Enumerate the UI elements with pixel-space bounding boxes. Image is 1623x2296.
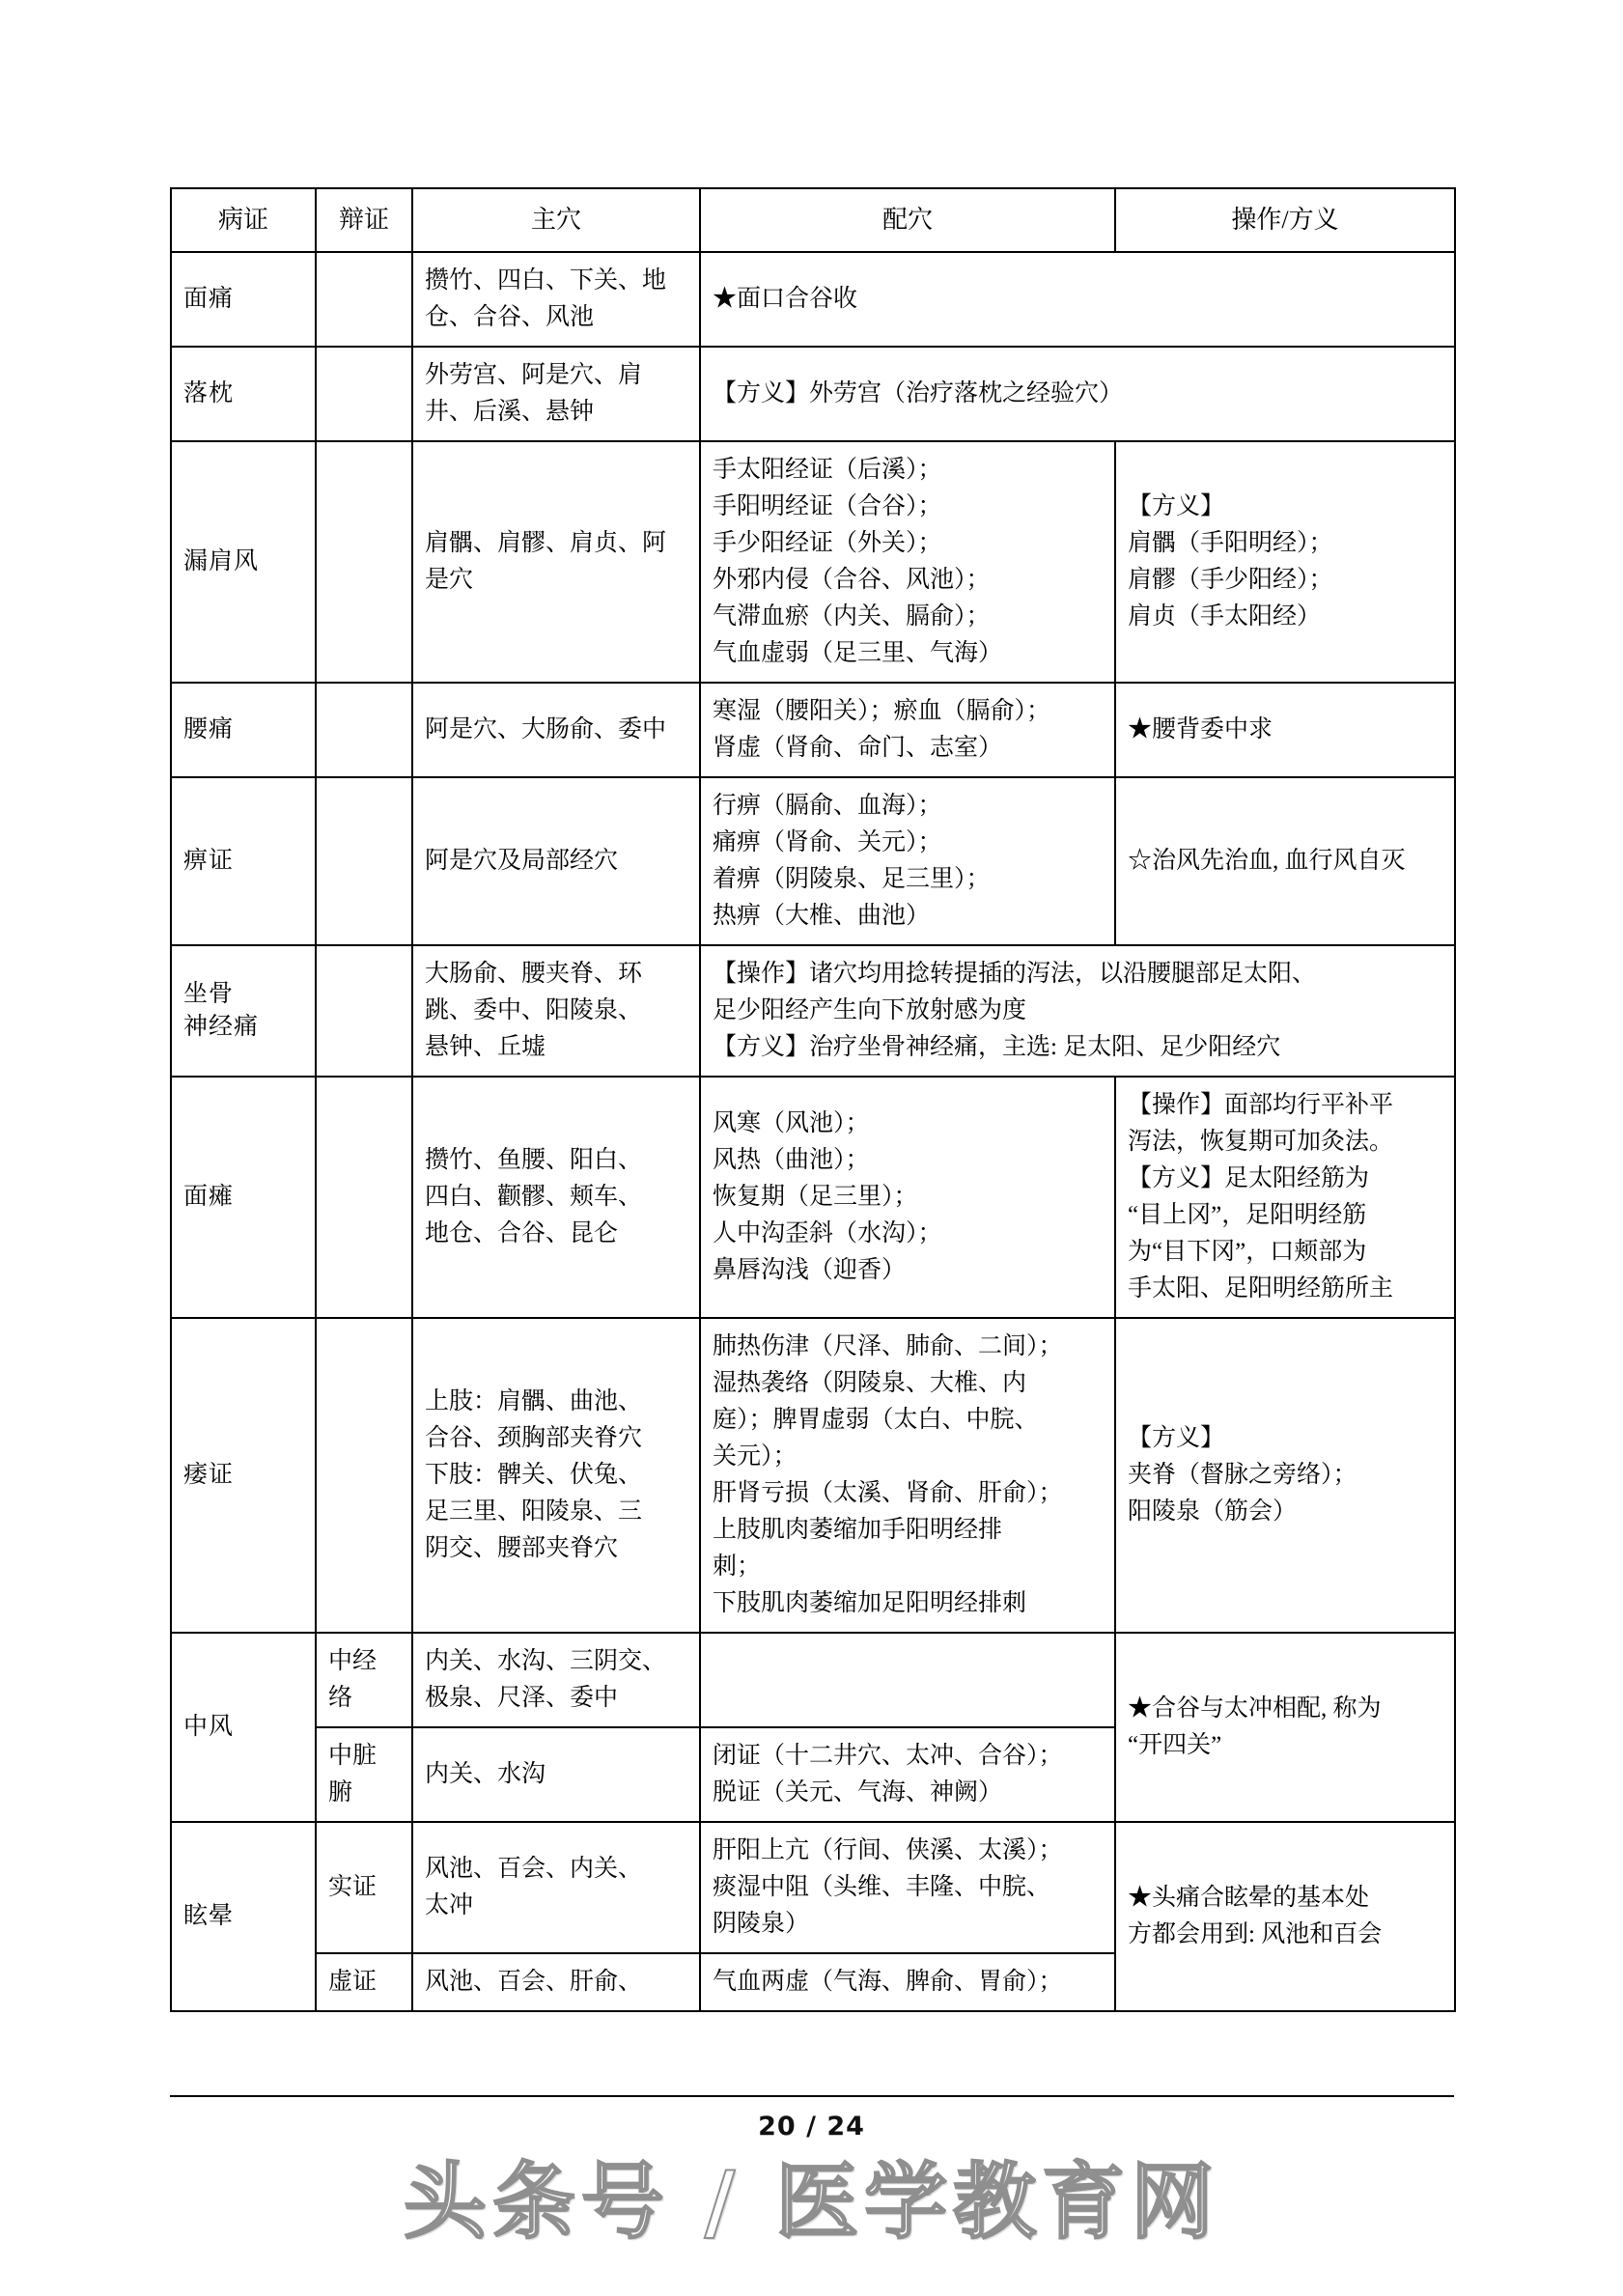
pei-line: 肝阳上亢（行间、侠溪、太溪）；	[713, 1836, 1063, 1863]
supplementary-points-cell	[700, 683, 1115, 777]
page-number: 20 / 24	[758, 2112, 865, 2142]
supplementary-points-cell	[700, 1077, 1115, 1318]
table-row	[171, 1822, 1455, 1953]
zhu-line: 大肠俞、腰夹脊、环	[425, 960, 643, 987]
pei-line: 脱证（关元、气海、神阙）	[713, 1778, 1003, 1806]
disease-name: 眩晕	[171, 1822, 316, 2011]
syndrome-name	[316, 1318, 412, 1633]
cao-line: 【方义】	[1128, 1424, 1225, 1451]
zhu-line: 跳、委中、阳陵泉、	[425, 996, 643, 1023]
cao-line: 方都会用到: 风池和百会	[1128, 1920, 1383, 1947]
operation-meaning-cell	[1115, 1633, 1455, 1822]
cao-line: 为“目下冈”，口颊部为	[1128, 1238, 1367, 1265]
pei-line: 痰湿中阻（头维、丰隆、中脘、	[713, 1873, 1051, 1900]
zhu-line: 攒竹、鱼腰、阳白、	[425, 1146, 643, 1173]
disease-name: 面瘫	[171, 1077, 316, 1318]
zhu-line: 太冲	[425, 1891, 474, 1918]
pei-line: 恢复期（足三里）；	[713, 1183, 918, 1210]
syndrome-line: 腑	[328, 1778, 353, 1806]
table-row	[171, 683, 1455, 777]
header-cell-operation-meaning: 操作/方义	[1115, 188, 1455, 252]
cao-line: 肩贞（手太阳经）	[1128, 602, 1322, 630]
pei-line: 手阳明经证（合谷）；	[713, 492, 942, 519]
header-cell-syndrome: 辩证	[316, 188, 412, 252]
operation-meaning-cell	[1115, 441, 1455, 683]
pei-line: 气滞血瘀（内关、膈俞）；	[713, 602, 991, 630]
main-points-cell	[412, 1077, 700, 1318]
pei-line: 热痹（大椎、曲池）	[713, 902, 931, 929]
span-line: 【方义】治疗坐骨神经痛，主选: 足太阳、足少阳经穴	[713, 1033, 1281, 1060]
pei-line: 肺热伤津（尺泽、肺俞、二间）；	[713, 1332, 1063, 1359]
table-row	[171, 1633, 1455, 1727]
disease-name-line: 神经痛	[183, 1013, 260, 1040]
pei-line: 关元）；	[713, 1442, 798, 1470]
pei-line: 阴陵泉）	[713, 1910, 810, 1937]
watermark-text: 头条号 / 医学教育网	[403, 2154, 1220, 2251]
disease-name: 痿证	[171, 1318, 316, 1633]
main-points-cell: 肩髃、肩髎、肩贞、阿是穴	[412, 441, 700, 683]
operation-meaning-cell	[700, 945, 1455, 1077]
cao-line: 肩髎（手少阳经）；	[1128, 566, 1333, 593]
main-points-cell	[412, 1953, 700, 2011]
operation-meaning-cell	[1115, 1822, 1455, 2011]
table-row	[171, 1318, 1455, 1633]
main-points-cell	[412, 1318, 700, 1633]
supplementary-points-cell	[700, 1727, 1115, 1822]
syndrome-line: 络	[328, 1684, 353, 1711]
main-points-cell: 攒竹、四白、下关、地仓、合谷、风池	[412, 252, 700, 347]
syndrome-name	[316, 1633, 412, 1727]
disease-name: 中风	[171, 1633, 316, 1822]
pei-line: 肾虚（肾俞、命门、志室）	[713, 734, 1003, 761]
cao-line: 泻法，恢复期可加灸法。	[1128, 1128, 1394, 1155]
acupuncture-prescription-table	[170, 187, 1456, 2012]
syndrome-name	[316, 1727, 412, 1822]
zhu-line: 悬钟、丘墟	[425, 1033, 546, 1060]
zhu-line: 内关、水沟	[425, 1760, 546, 1787]
main-points-cell: 阿是穴、大肠俞、委中	[412, 683, 700, 777]
table-row	[171, 777, 1455, 945]
supplementary-points-cell	[700, 1822, 1115, 1953]
table-row	[171, 441, 1455, 683]
main-points-cell	[412, 945, 700, 1077]
syndrome-line: 虚证	[328, 1968, 378, 1995]
main-points-cell: 外劳宫、阿是穴、肩井、后溪、悬钟	[412, 347, 700, 441]
supplementary-points-cell	[700, 777, 1115, 945]
syndrome-line: 中脏	[328, 1742, 378, 1769]
cao-line: “目上冈”，足阳明经筋	[1128, 1201, 1367, 1228]
cao-line: 【操作】面部均行平补平	[1128, 1091, 1394, 1118]
cao-line: ★合谷与太冲相配, 称为	[1128, 1694, 1382, 1722]
cao-line: “开四关”	[1128, 1731, 1222, 1758]
disease-name: 落枕	[171, 347, 316, 441]
pei-line: 庭）；脾胃虚弱（太白、中脘、	[713, 1406, 1039, 1433]
zhu-line: 阴交、腰部夹脊穴	[425, 1534, 619, 1561]
pei-line: 肝肾亏损（太溪、肾俞、肝俞）；	[713, 1479, 1063, 1506]
cao-line: 肩髃（手阳明经）；	[1128, 529, 1333, 556]
zhu-line: 下肢：髀关、伏兔、	[425, 1461, 643, 1488]
cao-line: ★腰背委中求	[1128, 715, 1273, 742]
footer-divider	[170, 2095, 1454, 2097]
pei-line: 着痹（阴陵泉、足三里）；	[713, 865, 991, 892]
disease-name: 面痛	[171, 252, 316, 347]
zhu-line: 地仓、合谷、昆仑	[425, 1219, 619, 1246]
pei-line: 下肢肌肉萎缩加足阳明经排刺	[713, 1589, 1027, 1616]
header-cell-disease: 病证	[171, 188, 316, 252]
zhu-line: 风池、百会、内关、	[425, 1855, 643, 1882]
disease-name: 腰痛	[171, 683, 316, 777]
table-header-row	[171, 188, 1455, 252]
syndrome-line: 中经	[328, 1647, 378, 1674]
operation-meaning-cell	[1115, 1077, 1455, 1318]
table-row	[171, 945, 1455, 1077]
pei-line: 外邪内侵（合谷、风池）；	[713, 566, 991, 593]
syndrome-name	[316, 683, 412, 777]
table-row	[171, 347, 1455, 441]
syndrome-name	[316, 1822, 412, 1953]
pei-line: 闭证（十二井穴、太冲、合谷）；	[713, 1742, 1063, 1769]
syndrome-line: 实证	[328, 1873, 378, 1900]
syndrome-name	[316, 1077, 412, 1318]
supplementary-points-cell	[700, 1633, 1115, 1727]
header-cell-main-points: 主穴	[412, 188, 700, 252]
zhu-line: 风池、百会、肝俞、	[425, 1968, 643, 1995]
main-points-cell	[412, 1822, 700, 1953]
pei-line: 风寒（风池）；	[713, 1109, 870, 1136]
cao-line: 【方义】	[1128, 492, 1225, 519]
syndrome-name	[316, 777, 412, 945]
syndrome-name	[316, 945, 412, 1077]
pei-line: 手少阳经证（外关）；	[713, 529, 942, 556]
supplementary-points-cell: 【方义】外劳宫（治疗落枕之经验穴）	[700, 347, 1455, 441]
zhu-line: 极泉、尺泽、委中	[425, 1684, 619, 1711]
operation-meaning-cell	[1115, 777, 1455, 945]
pei-line: 风热（曲池）；	[713, 1146, 870, 1173]
disease-name: 痹证	[171, 777, 316, 945]
operation-meaning-cell	[1115, 1318, 1455, 1633]
cao-line: 手太阳、足阳明经筋所主	[1128, 1274, 1394, 1302]
main-points-cell	[412, 1727, 700, 1822]
main-points-cell: 阿是穴及局部经穴	[412, 777, 700, 945]
pei-line: 刺；	[713, 1553, 762, 1580]
pei-line: 痛痹（肾俞、关元）；	[713, 828, 942, 855]
cao-line: 阳陵泉（筋会）	[1128, 1498, 1298, 1525]
disease-name: 漏肩风	[171, 441, 316, 683]
pei-line: 气血两虚（气海、脾俞、胃俞）；	[713, 1968, 1063, 1995]
span-line: 【操作】诸穴均用捻转提插的泻法，以沿腰腿部足太阳、	[713, 960, 1317, 987]
syndrome-name	[316, 1953, 412, 2011]
zhu-line: 足三里、阳陵泉、三	[425, 1498, 643, 1525]
header-cell-supplementary-points: 配穴	[700, 188, 1115, 252]
disease-name	[171, 945, 316, 1077]
cao-line: ★头痛合眩晕的基本处	[1128, 1884, 1370, 1911]
supplementary-points-cell	[700, 441, 1115, 683]
disease-name-line: 坐骨	[183, 980, 235, 1007]
supplementary-points-cell	[700, 1953, 1115, 2011]
syndrome-name	[316, 347, 412, 441]
table-row	[171, 252, 1455, 347]
cao-line: 夹脊（督脉之旁络）；	[1128, 1461, 1357, 1488]
zhu-line: 内关、水沟、三阴交、	[425, 1647, 667, 1674]
cao-line: ☆治风先治血, 血行风自灭	[1128, 847, 1406, 874]
acupuncture-table-container	[170, 187, 1454, 2012]
main-points-cell	[412, 1633, 700, 1727]
pei-line: 鼻唇沟浅（迎香）	[713, 1256, 907, 1283]
supplementary-points-cell: ★面口合谷收	[700, 252, 1455, 347]
span-line: 足少阳经产生向下放射感为度	[713, 996, 1027, 1023]
pei-line: 气血虚弱（足三里、气海）	[713, 639, 1003, 666]
zhu-line: 四白、颧髎、颊车、	[425, 1183, 643, 1210]
zhu-line: 合谷、颈胸部夹脊穴	[425, 1424, 643, 1451]
pei-line: 上肢肌肉萎缩加手阳明经排	[713, 1516, 1003, 1543]
pei-line: 手太阳经证（后溪）；	[713, 456, 942, 483]
operation-meaning-cell	[1115, 683, 1455, 777]
pei-line: 寒湿（腰阳关）；瘀血（膈俞）；	[713, 697, 1051, 724]
pei-line: 行痹（膈俞、血海）；	[713, 792, 942, 819]
supplementary-points-cell	[700, 1318, 1115, 1633]
table-row	[171, 1077, 1455, 1318]
syndrome-name	[316, 252, 412, 347]
syndrome-name	[316, 441, 412, 683]
cao-line: 【方义】足太阳经筋为	[1128, 1164, 1370, 1191]
pei-line: 湿热袭络（阴陵泉、大椎、内	[713, 1369, 1027, 1396]
zhu-line: 上肢：肩髃、曲池、	[425, 1387, 643, 1414]
pei-line: 人中沟歪斜（水沟）；	[713, 1219, 942, 1246]
